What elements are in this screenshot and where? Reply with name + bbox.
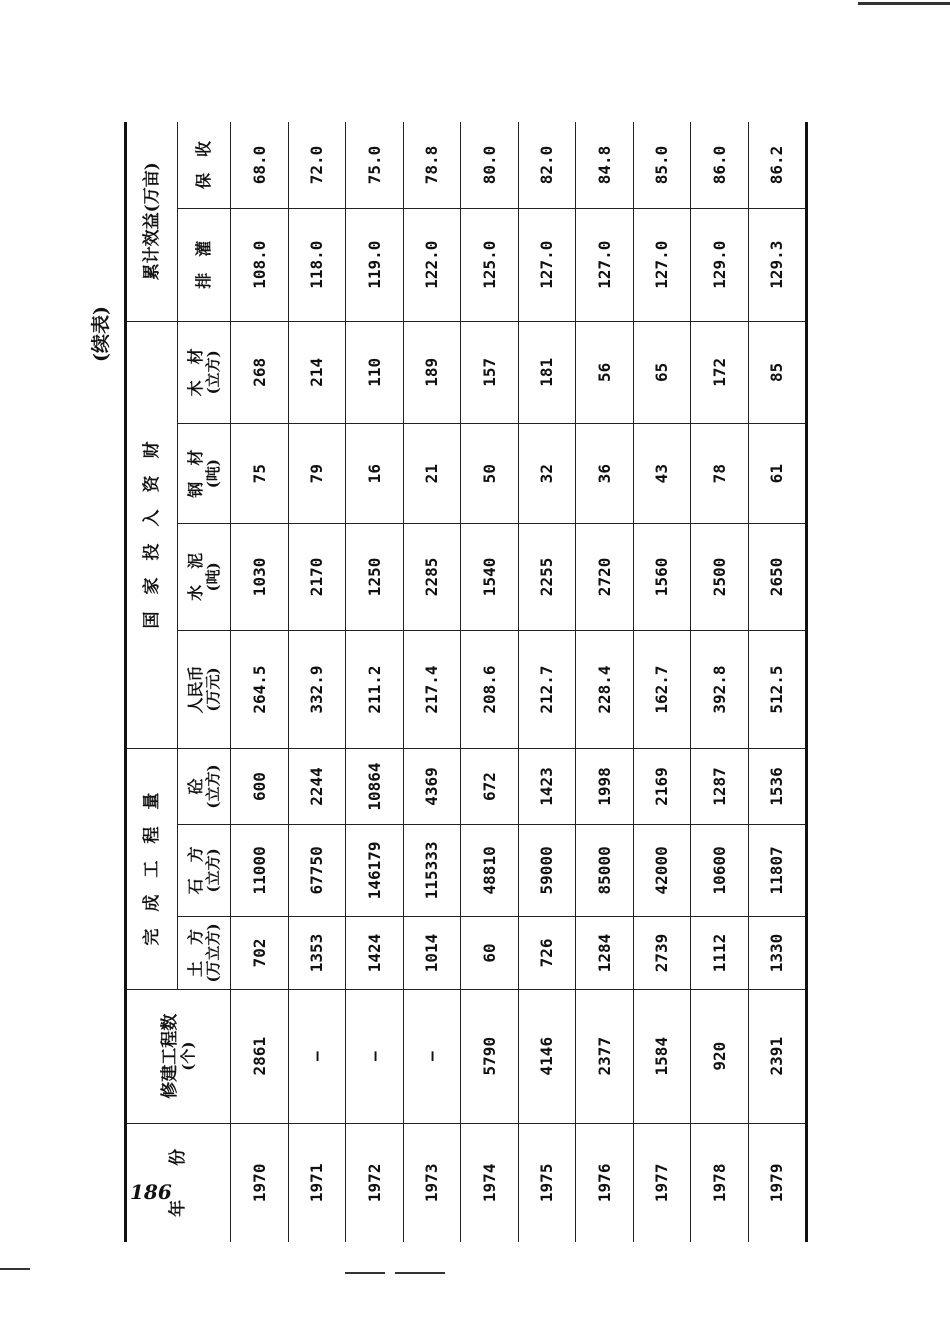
cell-projects: 2391 xyxy=(748,989,807,1123)
header-concrete xyxy=(178,749,231,824)
cell-year: 1971 xyxy=(288,1123,346,1242)
cell-harvest: 82.0 xyxy=(518,122,576,208)
cell-cement: 2285 xyxy=(403,524,461,630)
cell-drainage: 108.0 xyxy=(231,208,289,321)
cell-projects: 1584 xyxy=(633,989,691,1123)
header-drainage-irrigation: 排 灌 xyxy=(178,208,231,321)
cell-earth: 1112 xyxy=(691,917,749,990)
cell-rmb: 208.6 xyxy=(461,630,519,749)
header-stone xyxy=(178,824,231,917)
cell-drainage: 125.0 xyxy=(461,208,519,321)
cell-stone: 67750 xyxy=(288,824,346,917)
cell-projects: 4146 xyxy=(518,989,576,1123)
cell-cement: 2720 xyxy=(576,524,634,630)
cell-year: 1970 xyxy=(231,1123,289,1242)
scan-mark-bottom-left xyxy=(0,1268,30,1270)
cell-stone: 42000 xyxy=(633,824,691,917)
header-timber xyxy=(178,321,231,424)
cell-projects: 920 xyxy=(691,989,749,1123)
cell-projects: — xyxy=(288,989,346,1123)
cell-steel: 50 xyxy=(461,424,519,524)
cell-steel: 43 xyxy=(633,424,691,524)
cell-year: 1978 xyxy=(691,1123,749,1242)
cell-steel: 16 xyxy=(346,424,404,524)
table-row xyxy=(576,122,634,1242)
cell-stone: 85000 xyxy=(576,824,634,917)
cell-steel: 36 xyxy=(576,424,634,524)
cell-cement: 2170 xyxy=(288,524,346,630)
cell-projects: 2861 xyxy=(231,989,289,1123)
cell-harvest: 78.8 xyxy=(403,122,461,208)
cell-concrete: 2169 xyxy=(633,749,691,824)
cell-rmb: 211.2 xyxy=(346,630,404,749)
page-number: 186 xyxy=(130,1180,172,1204)
header-cement-unit: (吨) xyxy=(203,562,222,592)
cell-concrete: 2244 xyxy=(288,749,346,824)
cell-drainage: 119.0 xyxy=(346,208,404,321)
cell-concrete: 1998 xyxy=(576,749,634,824)
cell-cement: 1250 xyxy=(346,524,404,630)
table-body xyxy=(231,122,807,1242)
header-steel xyxy=(178,424,231,524)
cell-timber: 189 xyxy=(403,321,461,424)
rotated-table-container xyxy=(84,122,904,1242)
cell-harvest: 75.0 xyxy=(346,122,404,208)
header-steel-label: 钢 材 xyxy=(185,449,205,498)
header-rmb-label: 人民币 xyxy=(185,665,205,714)
cell-projects: — xyxy=(346,989,404,1123)
table-row xyxy=(288,122,346,1242)
header-earth xyxy=(178,917,231,990)
cell-timber: 268 xyxy=(231,321,289,424)
header-rmb-unit: (万元) xyxy=(203,667,222,712)
cell-earth: 726 xyxy=(518,917,576,990)
header-steel-unit: (吨) xyxy=(203,459,222,489)
table-row xyxy=(346,122,404,1242)
cell-cement: 2650 xyxy=(748,524,807,630)
cell-earth: 1424 xyxy=(346,917,404,990)
cell-steel: 61 xyxy=(748,424,807,524)
cell-harvest: 80.0 xyxy=(461,122,519,208)
cell-stone: 146179 xyxy=(346,824,404,917)
header-benefits: 累计效益(万亩) xyxy=(126,122,178,321)
header-timber-unit: (立方) xyxy=(203,350,222,395)
cell-cement: 1560 xyxy=(633,524,691,630)
header-timber-label: 木 材 xyxy=(185,348,205,397)
header-stone-label: 石 方 xyxy=(185,846,205,895)
cell-drainage: 129.0 xyxy=(691,208,749,321)
cell-harvest: 85.0 xyxy=(633,122,691,208)
cell-rmb: 264.5 xyxy=(231,630,289,749)
scan-mark-top-right xyxy=(858,2,950,5)
cell-drainage: 127.0 xyxy=(576,208,634,321)
cell-earth: 702 xyxy=(231,917,289,990)
cell-timber: 56 xyxy=(576,321,634,424)
cell-harvest: 68.0 xyxy=(231,122,289,208)
cell-cement: 2500 xyxy=(691,524,749,630)
cell-steel: 79 xyxy=(288,424,346,524)
header-projects-label: 修建工程数 xyxy=(159,1013,180,1099)
cell-rmb: 512.5 xyxy=(748,630,807,749)
cell-concrete: 4369 xyxy=(403,749,461,824)
cell-rmb: 332.9 xyxy=(288,630,346,749)
statistics-table xyxy=(124,122,808,1242)
table-row xyxy=(461,122,519,1242)
cell-stone: 10600 xyxy=(691,824,749,917)
cell-harvest: 84.8 xyxy=(576,122,634,208)
header-concrete-label: 砼 xyxy=(185,778,205,795)
cell-harvest: 86.0 xyxy=(691,122,749,208)
header-state-investment: 国 家 投 入 资 财 xyxy=(126,321,178,749)
cell-timber: 65 xyxy=(633,321,691,424)
cell-timber: 157 xyxy=(461,321,519,424)
table-row xyxy=(691,122,749,1242)
scan-mark-bottom xyxy=(395,1272,445,1274)
continuation-note: (续表) xyxy=(90,306,112,362)
cell-year: 1979 xyxy=(748,1123,807,1242)
cell-drainage: 122.0 xyxy=(403,208,461,321)
cell-rmb: 228.4 xyxy=(576,630,634,749)
cell-concrete: 600 xyxy=(231,749,289,824)
header-projects-unit: (个) xyxy=(178,1041,197,1071)
header-earth-label: 土 方 xyxy=(185,928,205,977)
cell-steel: 32 xyxy=(518,424,576,524)
header-completed-works: 完 成 工 程 量 xyxy=(126,749,178,989)
cell-year: 1976 xyxy=(576,1123,634,1242)
cell-earth: 1014 xyxy=(403,917,461,990)
cell-projects: — xyxy=(403,989,461,1123)
scan-mark-bottom xyxy=(345,1272,385,1274)
cell-earth: 60 xyxy=(461,917,519,990)
table-row xyxy=(518,122,576,1242)
cell-year: 1973 xyxy=(403,1123,461,1242)
cell-timber: 181 xyxy=(518,321,576,424)
header-concrete-unit: (立方) xyxy=(203,764,222,809)
cell-steel: 21 xyxy=(403,424,461,524)
cell-projects: 5790 xyxy=(461,989,519,1123)
cell-concrete: 1536 xyxy=(748,749,807,824)
cell-timber: 172 xyxy=(691,321,749,424)
cell-timber: 214 xyxy=(288,321,346,424)
cell-stone: 11807 xyxy=(748,824,807,917)
cell-stone: 59000 xyxy=(518,824,576,917)
header-earth-unit: (万立方) xyxy=(203,923,222,983)
cell-drainage: 127.0 xyxy=(633,208,691,321)
header-rmb xyxy=(178,630,231,749)
table-row xyxy=(633,122,691,1242)
cell-stone: 11000 xyxy=(231,824,289,917)
header-projects xyxy=(126,989,231,1123)
table-row xyxy=(231,122,289,1242)
cell-concrete: 672 xyxy=(461,749,519,824)
cell-rmb: 392.8 xyxy=(691,630,749,749)
cell-year: 1977 xyxy=(633,1123,691,1242)
cell-timber: 110 xyxy=(346,321,404,424)
cell-year: 1975 xyxy=(518,1123,576,1242)
cell-concrete: 1287 xyxy=(691,749,749,824)
cell-earth: 1284 xyxy=(576,917,634,990)
cell-harvest: 72.0 xyxy=(288,122,346,208)
header-cement xyxy=(178,524,231,630)
cell-drainage: 129.3 xyxy=(748,208,807,321)
header-cement-label: 水 泥 xyxy=(185,552,205,601)
cell-stone: 115333 xyxy=(403,824,461,917)
cell-rmb: 162.7 xyxy=(633,630,691,749)
table-row xyxy=(403,122,461,1242)
cell-steel: 78 xyxy=(691,424,749,524)
cell-rmb: 212.7 xyxy=(518,630,576,749)
header-stone-unit: (立方) xyxy=(203,848,222,893)
cell-drainage: 127.0 xyxy=(518,208,576,321)
cell-earth: 1353 xyxy=(288,917,346,990)
cell-concrete: 1423 xyxy=(518,749,576,824)
header-year: 年 份 xyxy=(126,1123,231,1242)
cell-rmb: 217.4 xyxy=(403,630,461,749)
cell-year: 1974 xyxy=(461,1123,519,1242)
cell-drainage: 118.0 xyxy=(288,208,346,321)
cell-timber: 85 xyxy=(748,321,807,424)
cell-earth: 1330 xyxy=(748,917,807,990)
table-row xyxy=(748,122,807,1242)
cell-projects: 2377 xyxy=(576,989,634,1123)
cell-cement: 2255 xyxy=(518,524,576,630)
cell-cement: 1030 xyxy=(231,524,289,630)
cell-harvest: 86.2 xyxy=(748,122,807,208)
cell-earth: 2739 xyxy=(633,917,691,990)
header-harvest-guarantee: 保 收 xyxy=(178,122,231,208)
cell-cement: 1540 xyxy=(461,524,519,630)
cell-steel: 75 xyxy=(231,424,289,524)
cell-stone: 48810 xyxy=(461,824,519,917)
cell-concrete: 10864 xyxy=(346,749,404,824)
cell-year: 1972 xyxy=(346,1123,404,1242)
